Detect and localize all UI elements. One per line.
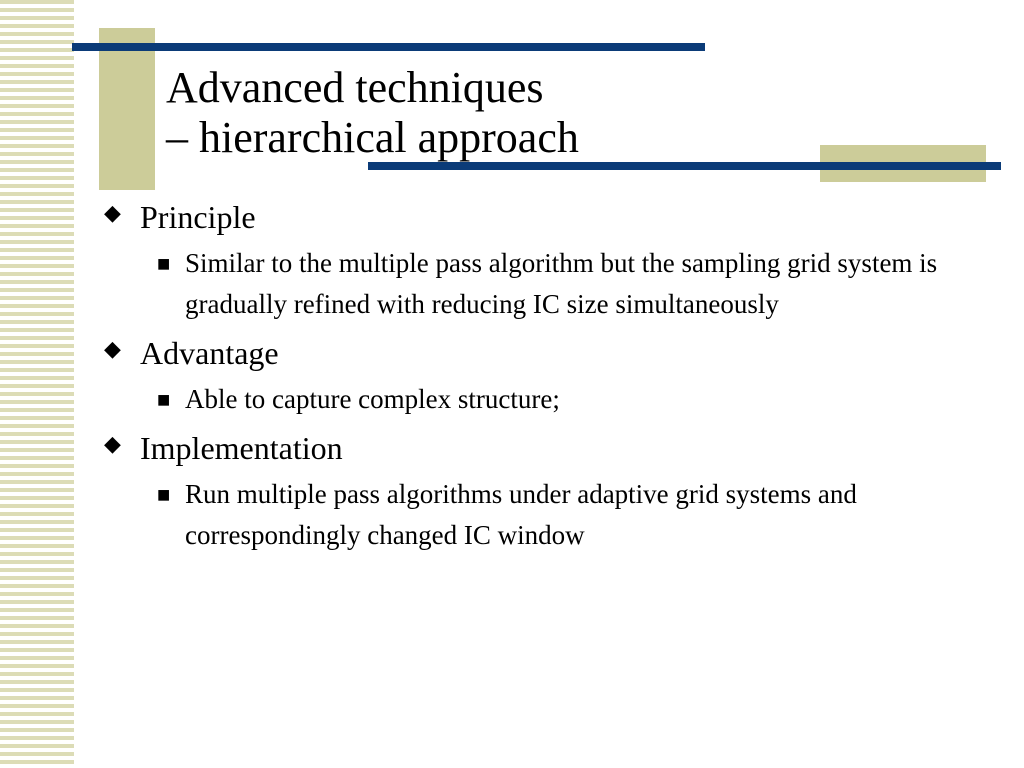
- slide-content: [104, 195, 984, 562]
- bullet-advantage: [104, 331, 984, 375]
- slide-title-line-2: – hierarchical approach: [166, 113, 579, 162]
- bullet-implementation: [104, 426, 984, 470]
- top-rule: [72, 43, 705, 51]
- diamond-bullet-icon: ◆: [104, 431, 121, 456]
- square-bullet-icon: ■: [157, 251, 171, 276]
- title-underline-rule: [368, 162, 1001, 170]
- sub-bullet-principle: [157, 243, 965, 325]
- square-bullet-icon: ■: [157, 482, 171, 507]
- bullet-label: Implementation: [140, 430, 343, 466]
- sub-bullet-text: Run multiple pass algorithms under adaptive grid systems and correspondingly changed IC window: [185, 479, 857, 550]
- bullet-label: Advantage: [140, 335, 279, 371]
- slide-title-line-1: Advanced techniques: [166, 63, 544, 112]
- sub-bullet-text: Able to capture complex structure;: [185, 384, 560, 414]
- left-stripe-decoration: [0, 0, 74, 768]
- diamond-bullet-icon: ◆: [104, 336, 121, 361]
- bullet-principle: [104, 195, 984, 239]
- sub-bullet-implementation: [157, 474, 965, 556]
- title-accent-block: [99, 28, 155, 190]
- diamond-bullet-icon: ◆: [104, 200, 121, 225]
- slide-title: [166, 63, 579, 163]
- sub-bullet-advantage: [157, 379, 965, 420]
- square-bullet-icon: ■: [157, 387, 171, 412]
- sub-bullet-text: Similar to the multiple pass algorithm but the sampling grid system is gradually refined with reducing IC size simultaneously: [185, 248, 938, 319]
- bullet-label: Principle: [140, 199, 256, 235]
